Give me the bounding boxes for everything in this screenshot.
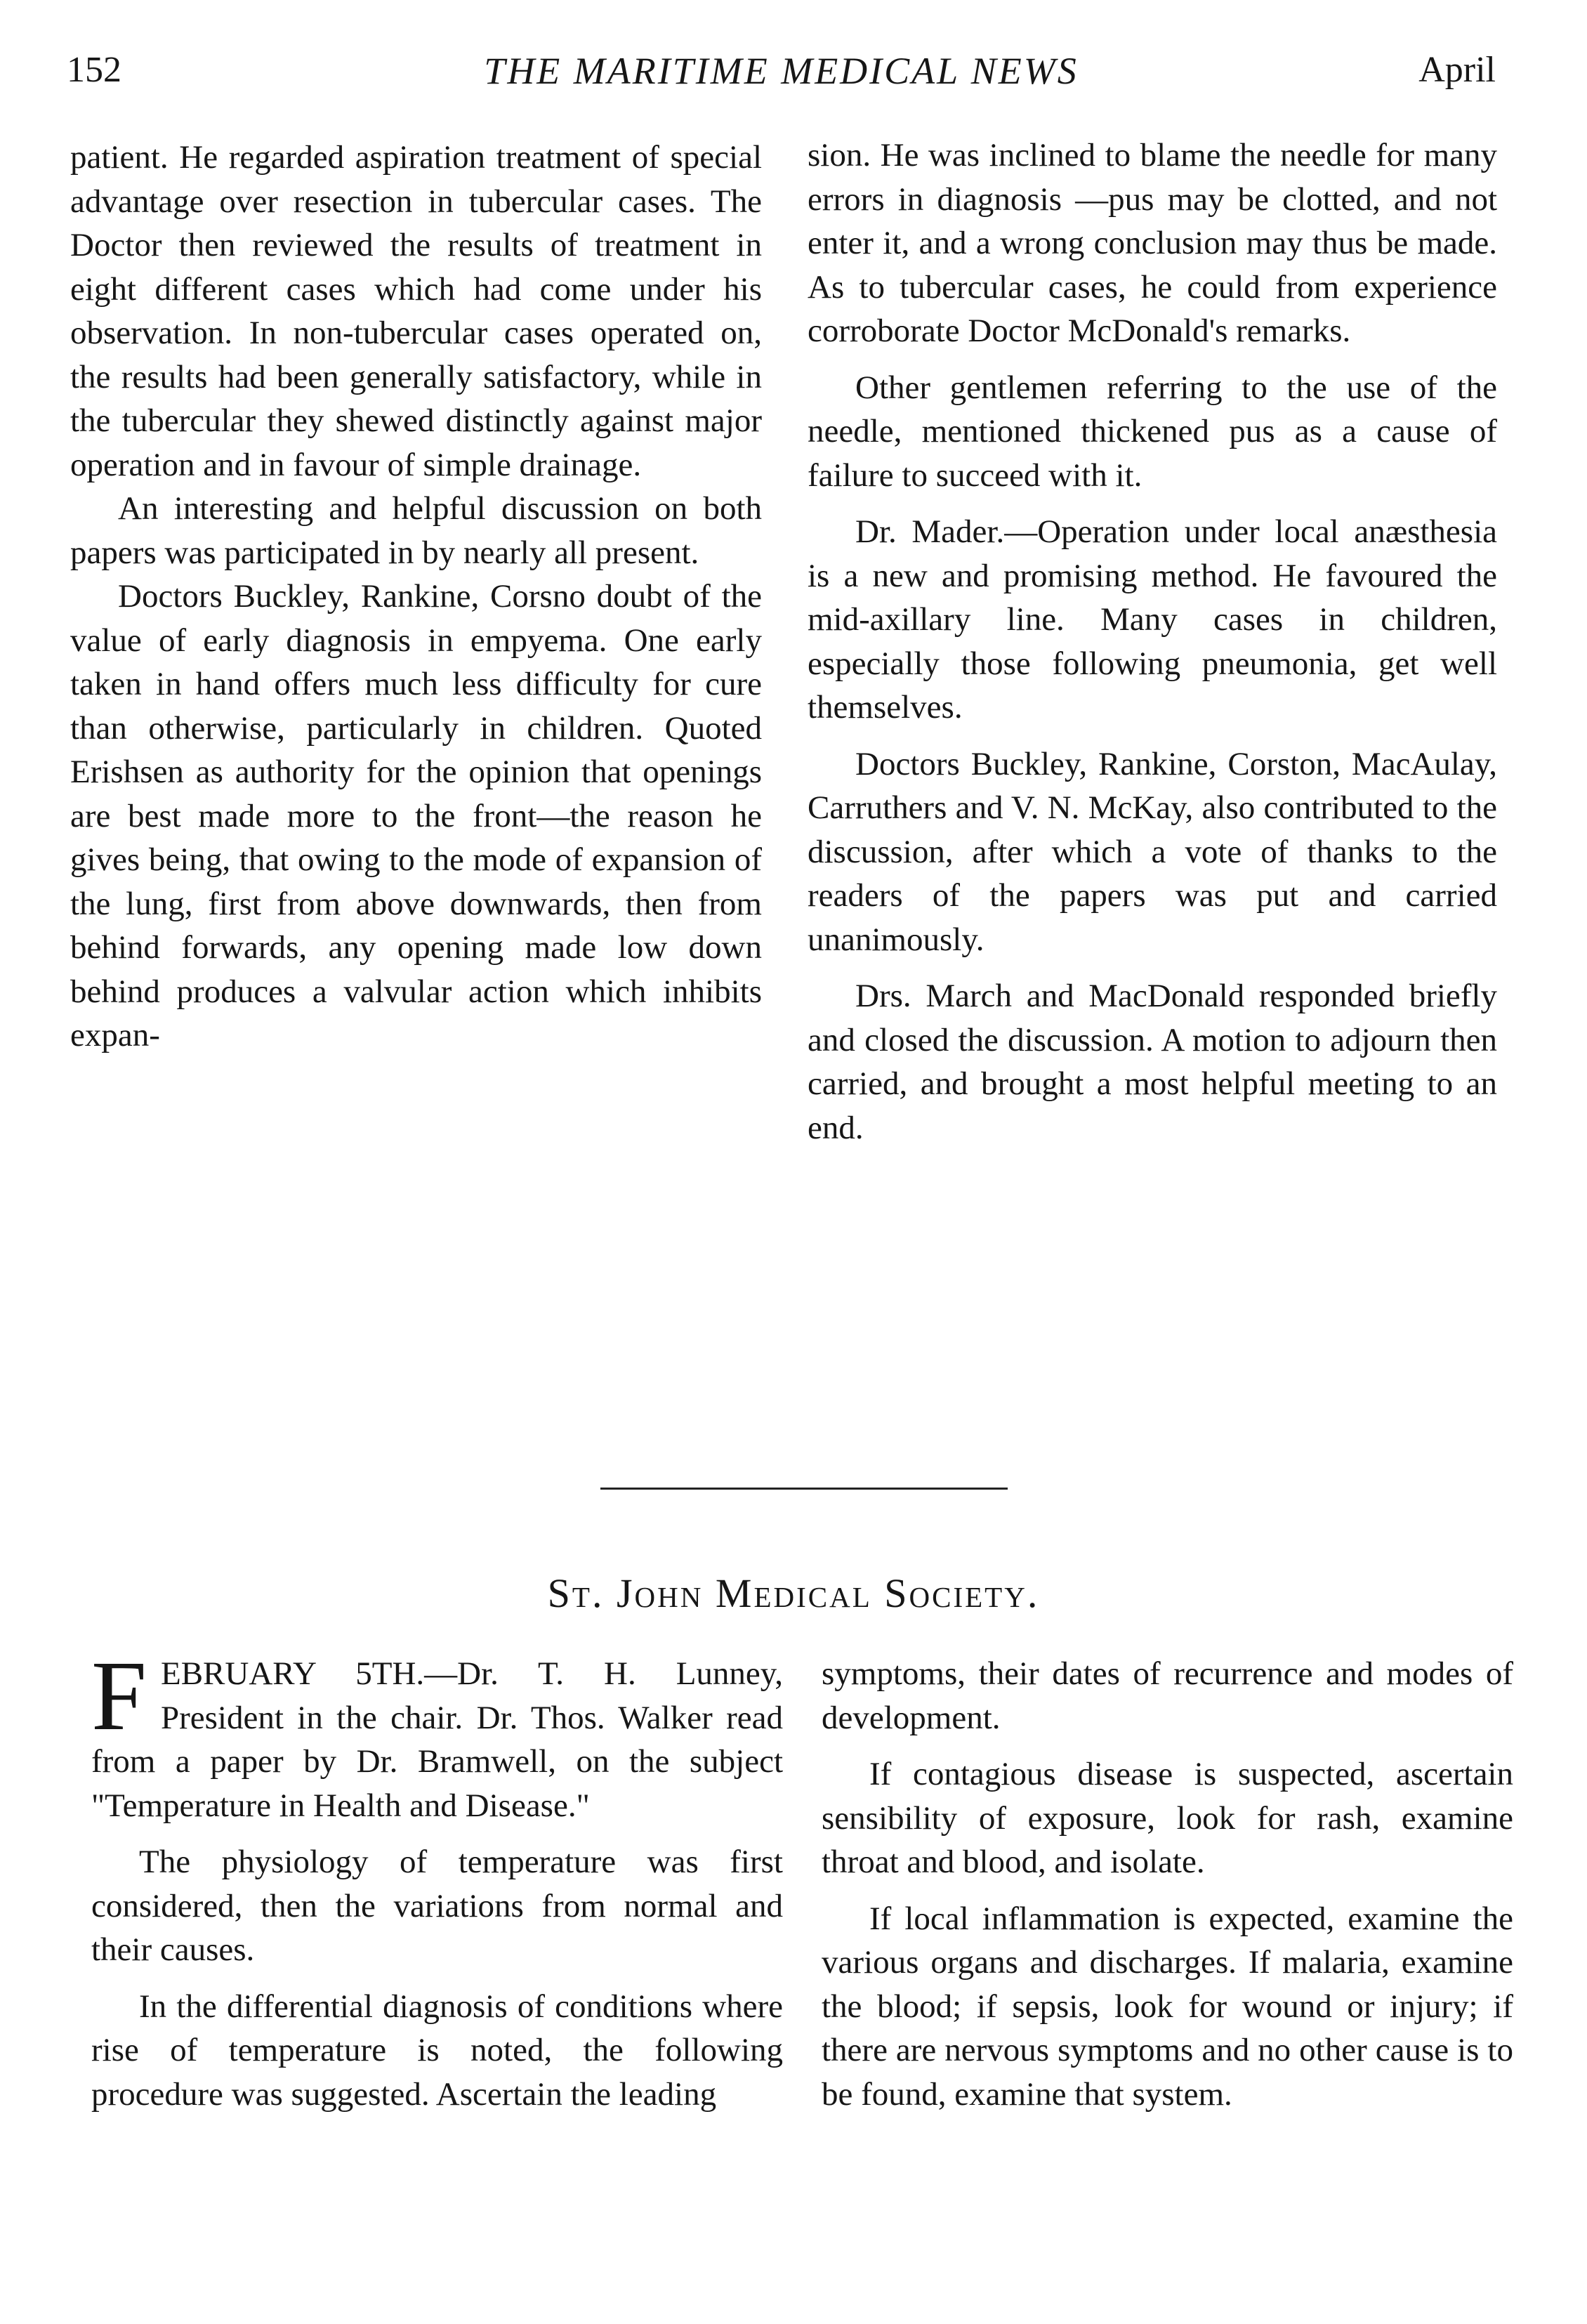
issue-month: April [1418,50,1496,90]
page-number: 152 [67,50,121,90]
right-column-top [808,133,1497,1150]
paragraph: Other gentlemen referring to the use of the needle, mentioned thickened pus as a cause of failure to succeed with it. [808,369,1497,494]
section-divider [600,1488,1008,1490]
paragraph: sion. He was inclined to blame the needle for many errors in diagnosis —pus may be clotted, and not enter it, and a wrong conclusion may thus be made. As to tubercular cases, he could from experience corroborate Doctor McDonald's remarks. [808,137,1497,349]
section-title: St. John Medical Society. [547,1570,1040,1616]
lead-paragraph [91,1640,783,1827]
paragraph: An interesting and helpful discussion on both papers was participated in by nearly all present. [70,490,762,571]
paragraph: Dr. Mader.—Operation under local anæsthesia is a new and promising method. He favoured the mid-axillary line. Many cases in children, especially those following pneumonia, get well themselves. [808,513,1497,726]
paragraph: If contagious disease is suspected, ascertain sensibility of exposure, look for rash, examine throat and blood, and isolate. [822,1756,1513,1880]
paragraph: The physiology of temperature was first considered, then the variations from normal and their causes. [91,1844,783,1968]
paragraph: symptoms, their dates of recurrence and modes of development. [822,1655,1513,1736]
paragraph: Drs. March and MacDonald responded briefly and closed the discussion. A motion to adjourn then carried, and brought a most helpful meeting to an end. [808,978,1497,1146]
journal-title: THE MARITIME MEDICAL NEWS [484,50,1079,92]
lead-text: EBRUARY 5TH.—Dr. T. H. Lunney, President in the chair. Dr. Thos. Walker read from a paper by Dr. Bramwell, on the subject "Temperature in Health and Disease." [91,1655,783,1824]
drop-cap: F [91,1640,147,1751]
paragraph: Doctors Buckley, Rankine, Corsno doubt of the value of early diagnosis in empyema. One early taken in hand offers much less difficulty for cure than otherwise, particularly in children. Quoted Erishsen as authority for the opinion that openings are best made more to the front—the reason he gives being, that owing to the mode of expansion of the lung, first from above downwards, then from behind forwards, any opening made low down behind produces a valvular action which inhibits expan- [70,578,762,1053]
paragraph: Doctors Buckley, Rankine, Corston, MacAulay, Carruthers and V. N. McKay, also contributed to the discussion, after which a vote of thanks to the readers of the papers was put and carried unanimously. [808,745,1497,958]
paragraph: patient. He regarded aspiration treatment of special advantage over resection in tubercular cases. The Doctor then reviewed the results of treatment in eight different cases which had come under his observation. In non-tubercular cases operated on, the results had been generally satisfactory, while in the tubercular they shewed distinctly against major operation and in favour of simple drainage. [70,139,762,483]
left-column-top [70,136,762,1058]
paragraph: In the differential diagnosis of conditions where rise of temperature is noted, the following procedure was suggested. Ascertain the leading [91,1988,783,2113]
running-header [67,49,1496,112]
left-column-bottom [91,1640,783,2116]
paragraph: If local inflammation is expected, examine the various organs and discharges. If malaria, examine the blood; if sepsis, look for wound or injury; if there are nervous symptoms and no other cause is to be found, examine that system. [822,1900,1513,2113]
right-column-bottom [822,1652,1513,2116]
